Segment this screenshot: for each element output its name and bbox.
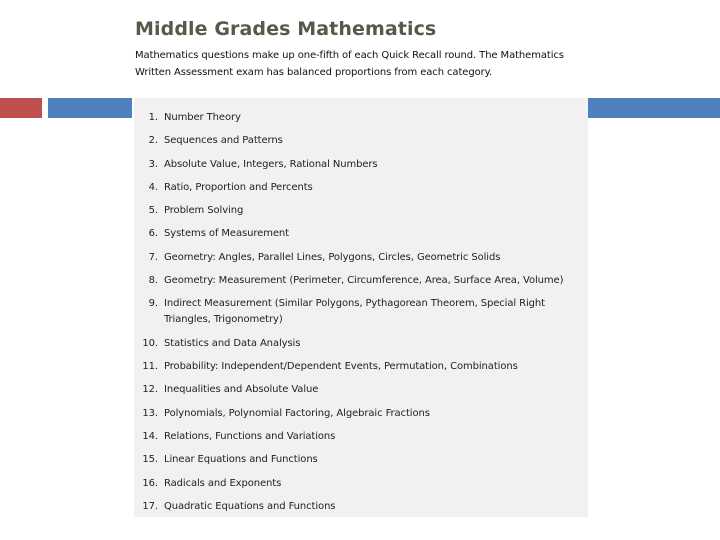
list-item-text: Probability: Independent/Dependent Events, Permutation, Combinations (164, 361, 518, 373)
list-item-number: 13. (142, 407, 158, 419)
list-item-text: Inequalities and Absolute Value (164, 384, 319, 396)
list-item (134, 110, 588, 133)
list-item-number: 8. (148, 275, 158, 287)
list-item (134, 157, 588, 180)
list-item (134, 203, 588, 226)
list-item-number: 10. (142, 337, 158, 349)
list-item-text: Indirect Measurement (Similar Polygons, Pythagorean Theorem, Special Right Triangles, Trigonometry) (164, 298, 545, 326)
list-item (134, 296, 588, 336)
list-item-number: 6. (148, 228, 158, 240)
list-item-text: Number Theory (164, 112, 241, 123)
list-item-text: Statistics and Data Analysis (164, 337, 301, 349)
list-item-text: Absolute Value, Integers, Rational Numbers (164, 158, 378, 170)
list-item-number: 16. (142, 477, 158, 489)
accent-bar-blue-left (48, 98, 132, 118)
list-item (134, 250, 588, 273)
list-item-number: 3. (148, 158, 158, 170)
list-item-text: Geometry: Angles, Parallel Lines, Polygons, Circles, Geometric Solids (164, 251, 501, 263)
list-item-text: Radicals and Exponents (164, 477, 282, 489)
list-item (134, 359, 588, 382)
list-item (134, 452, 588, 475)
list-item-number: 15. (142, 454, 158, 466)
list-item-text: Geometry: Measurement (Perimeter, Circumference, Area, Surface Area, Volume) (164, 275, 564, 287)
list-item-number: 12. (142, 384, 158, 396)
list-item (134, 406, 588, 429)
list-item-text: Quadratic Equations and Functions (164, 500, 336, 512)
list-item (134, 499, 588, 522)
topic-list (134, 110, 588, 522)
list-item-text: Relations, Functions and Variations (164, 431, 336, 443)
list-item-text: Problem Solving (164, 205, 244, 217)
intro-paragraph: Mathematics questions make up one-fifth of each Quick Recall round. The Mathematics Written Assessment exam has balanced proportions from each category. (135, 50, 564, 78)
list-item-text: Ratio, Proportion and Percents (164, 181, 313, 193)
list-item (134, 273, 588, 296)
accent-bar-red (0, 98, 42, 118)
list-item-number: 5. (148, 205, 158, 217)
list-item-number: 17. (142, 500, 158, 512)
list-item (134, 226, 588, 249)
list-item-number: 2. (148, 135, 158, 147)
list-item (134, 133, 588, 156)
list-item-number: 7. (148, 251, 158, 263)
topic-list-panel (134, 98, 588, 517)
list-item (134, 336, 588, 359)
list-item-number: 4. (148, 181, 158, 193)
list-item-text: Sequences and Patterns (164, 135, 283, 147)
list-item-number: 1. (148, 112, 158, 123)
list-item (134, 476, 588, 499)
list-item-text: Linear Equations and Functions (164, 454, 318, 466)
list-item-text: Systems of Measurement (164, 228, 289, 240)
list-item-text: Polynomials, Polynomial Factoring, Algebraic Fractions (164, 407, 430, 419)
page-title: Middle Grades Mathematics (135, 18, 437, 40)
accent-bar-blue-right (588, 98, 720, 118)
list-item-number: 9. (148, 298, 158, 310)
list-item (134, 429, 588, 452)
list-item-number: 11. (142, 361, 158, 373)
list-item (134, 180, 588, 203)
list-item (134, 382, 588, 405)
list-item-number: 14. (142, 431, 158, 443)
slide-header (135, 18, 595, 81)
